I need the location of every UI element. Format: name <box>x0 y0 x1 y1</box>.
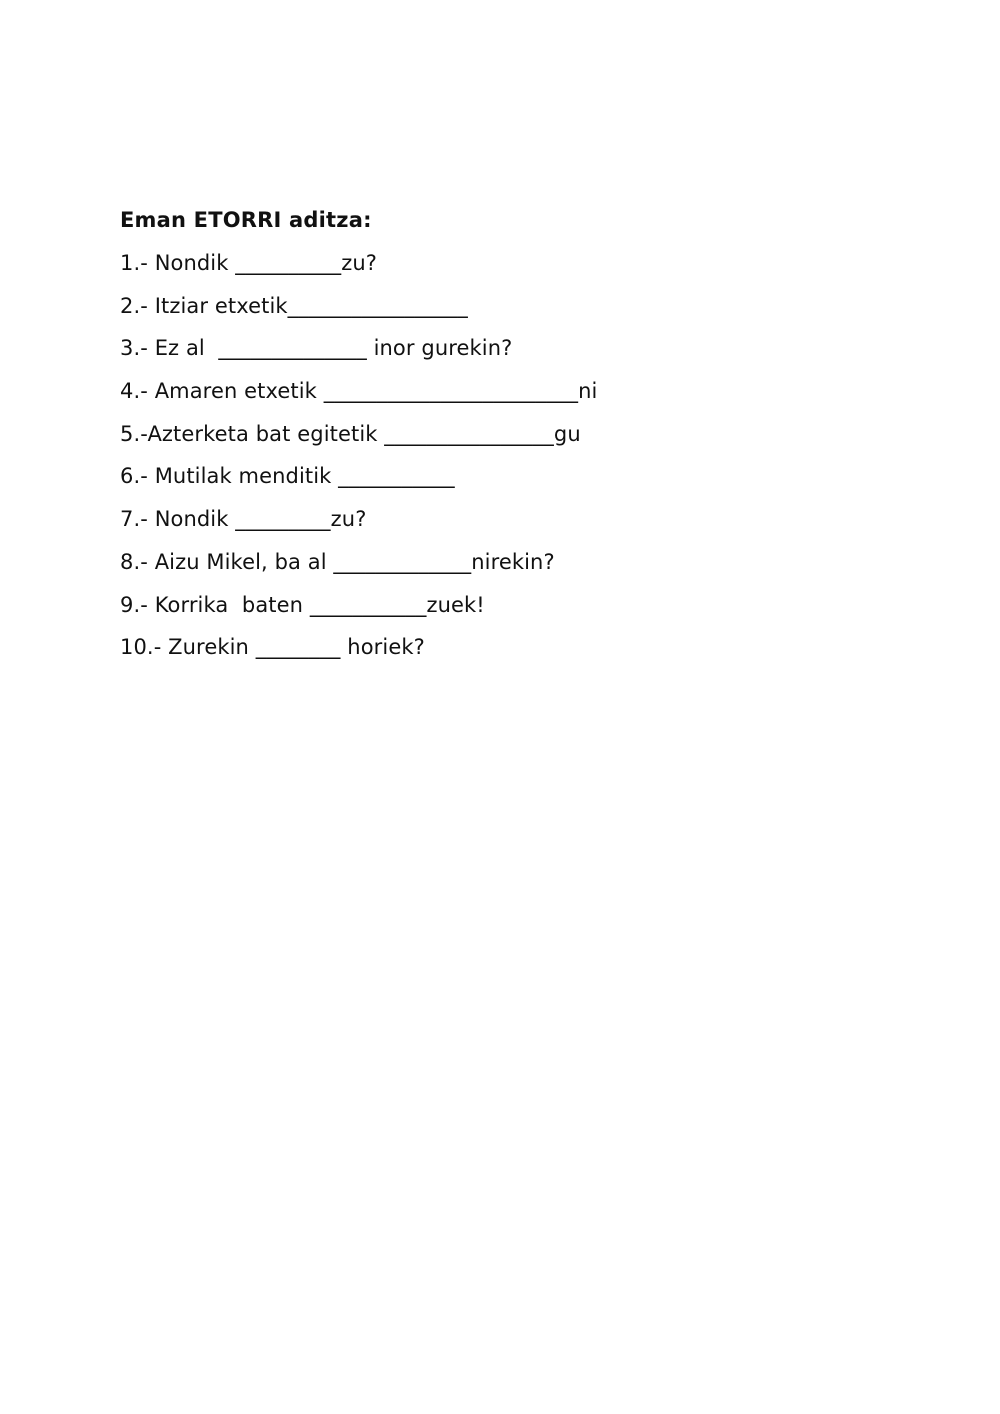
worksheet-title: Eman ETORRI aditza: <box>120 208 372 232</box>
exercise-line-8: 8.- Aizu Mikel, ba al _____________nirekin? <box>120 549 555 574</box>
exercise-line-10: 10.- Zurekin ________ horiek? <box>120 635 425 660</box>
exercise-line-1: 1.- Nondik __________zu? <box>120 251 378 275</box>
exercise-list <box>120 242 880 669</box>
exercise-line-4: 4.- Amaren etxetik ________________________ni <box>120 379 598 404</box>
exercise-line-5: 5.-Azterketa bat egitetik ________________gu <box>120 421 581 446</box>
exercise-line-2: 2.- Itziar etxetik_________________ <box>120 293 468 318</box>
exercise-line-7: 7.- Nondik _________zu? <box>120 507 367 532</box>
exercise-line-9: 9.- Korrika baten ___________zuek! <box>120 592 485 617</box>
worksheet <box>120 200 880 669</box>
exercise-line-6: 6.- Mutilak menditik ___________ <box>120 464 455 489</box>
exercise-line-3: 3.- Ez al ______________ inor gurekin? <box>120 336 513 361</box>
